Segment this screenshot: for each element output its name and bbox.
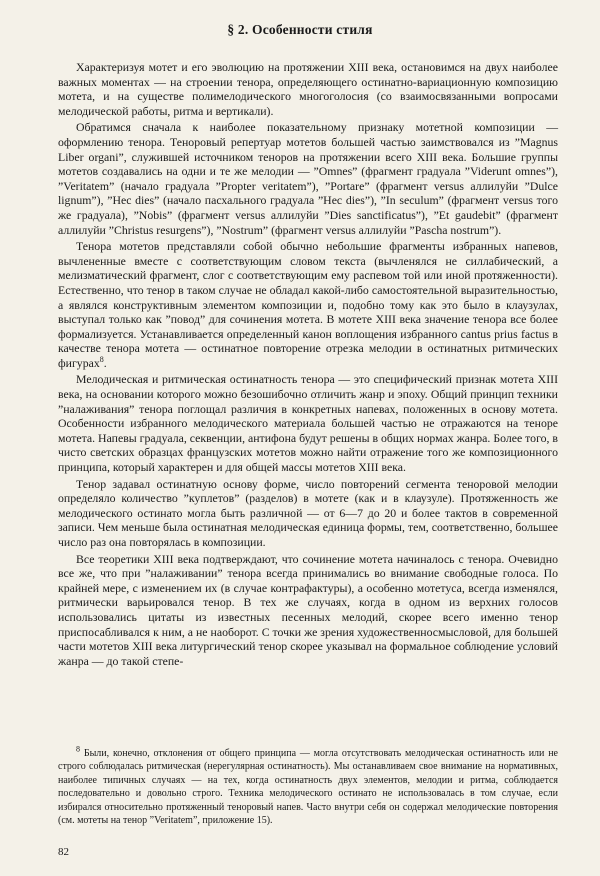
paragraph-3: Тенора мотетов представляли собой обычно небольшие фрагменты избранных напевов, вычлененные вместе с соответствующим словом текста (вычленялся не силлабический, а мелизматический фрагмент, слог с соответствующим ему распевом той или иной протяженности). Естественно, что тенор в таком случае не обладал какой-либо самостоятельной выразительностью, а являлся конструктивным элементом композиции и, подобно тому как это было в клаузулах, выступал только как ”повод” для сочинения мотета. В мотете XIII века значение тенора все более формализуется. Устанавливается определенный канон воплощения избранного cantus prius factus в качестве тенора мотета — остинатное повторение отрезка мелодии в остинатных ритмических фигурах$^8$. <box>58 239 558 370</box>
paragraph-2: Обратимся сначала к наиболее показательному признаку мотетной композиции — оформлению тенора. Теноровый репертуар мотетов большей частью заимствовался из ”Magnus Liber organi”, служившей источником теноров на протяжении всего XIII века. Большие группы мотетов создавались на одни и те же мелодии — ”Omnes” (фрагмент градуала ”Viderunt omnes”), ”Veritatem” (начало градуала ”Propter veritatem”), ”Portare” (фрагмент versus аллилуйи ”Dulce lignum”), ”Hec dies” (начало пасхального градуала ”Hec dies”), ”In seculum” (фрагмент versus того же градуала), ”Nobis” (фрагмент versus аллилуйи ”Dies sanctificatus”), ”Et gaudebit” (фрагмент аллилуйи ”Christus resurgens”), ”Nostrum” (фрагмент versus аллилуйи ”Pascha nostrum”). <box>58 120 558 237</box>
paragraph-4: Мелодическая и ритмическая остинатность тенора — это специфический признак мотета XIII века, на основании которого можно безошибочно отличить жанр и эпоху. Общий принцип техники ”налаживания” тенора поглощал различия в конкретных напевах, положенных в основу мотета. Особенности избранного мелодического материала большей частью не отражаются на теноре мотета. Напевы градуала, секвенции, антифона будут решены в общих нормах жанра. Более того, в чисто светских образцах французских мотетов можно найти отражение того же композиционного принципа, который характерен и для общей массы мотетов XIII века. <box>58 372 558 475</box>
footnote-text: Были, конечно, отклонения от общего принципа — могла отсутствовать мелодическая остинатность или не строго соблюдалась ритмическая (нерегулярная остинатность). Мы останавливаем свое внимание на нормативных, наиболее типичных случаях — на тех, когда остинатность двух элементов, мелодии и ритма, соблюдается последовательно и довольно строго. Техника мелодического остинато не использовалась в том случае, если избирался относительно протяженный теноровый напев. Часто внутри себя он содержал мелодические повторения (см. мотеты на тенор ”Veritatem”, приложение 15). <box>58 748 559 827</box>
section-heading: § 2. Особенности стиля <box>227 22 373 37</box>
paragraph-6: Все теоретики XIII века подтверждают, что сочинение мотета начиналось с тенора. Очевидно все же, что при ”налаживании” тенора всегда принимались во внимание свободные голоса. По крайней мере, с изменением их (в случае контрафактуры), а особенно мотетуса, всегда изменялся, ритмически варьировался тенор. В тех же случаях, когда в одном из верхних голосов использовались цитаты из известных песенных мелодий, скорее всего именно тенор приспосабливался к ним, а не наоборот. С точки же зрения художественносмысловой, для большей части мотетов XIII века литургический тенор скорее указывал на формальное соблюдение условий жанра — до такой степе- <box>58 551 558 668</box>
footnote <box>58 744 559 827</box>
paragraph-1: Характеризуя мотет и его эволюцию на протяжении XIII века, остановимся на двух наиболее важных моментах — на строении тенора, определяющего остинатно-вариационную композицию мотета, и на существе полимелодического многоголосия (со взаимосвязанными вопросами мелодической работы, ритма и вертикали). <box>58 60 558 118</box>
main-text <box>58 60 558 670</box>
paragraph-3-text: Тенора мотетов представляли собой обычно небольшие фрагменты избранных напевов, вычлененные вместе с соответствующим словом текста (вычленялся не силлабический, а мелизматический фрагмент, слог с соответствующим ему распевом той или иной протяженности). Естественно, что тенор в таком случае не обладал какой-либо самостоятельной выразительностью, а являлся конструктивным элементом композиции и, подобно тому как это было в клаузулах, выступал только как ”повод” для сочинения мотета. В мотете XIII века значение тенора все более формализуется. Устанавливается определенный канон воплощения избранного cantus prius factus в качестве тенора мотета — остинатное повторение отрезка мелодии в остинатных ритмических фигурах <box>58 239 558 370</box>
footnote-reference[interactable]: 8 <box>99 354 104 364</box>
footnote-number: 8 <box>76 744 80 754</box>
paragraph-5: Тенор задавал остинатную основу форме, число повторений сегмента теноровой мелодии определяло количество ”куплетов” (разделов) в мотете (как и в клаузуле). Протяженность же мелодического остинато могла быть различной — от 6—7 до 20 и более тактов в современной записи. Чем меньше была остинатная мелодическая единица формы, тем, соответственно, большее число раз она повторялась в композиции. <box>58 476 558 549</box>
page-number: 82 <box>58 846 69 858</box>
